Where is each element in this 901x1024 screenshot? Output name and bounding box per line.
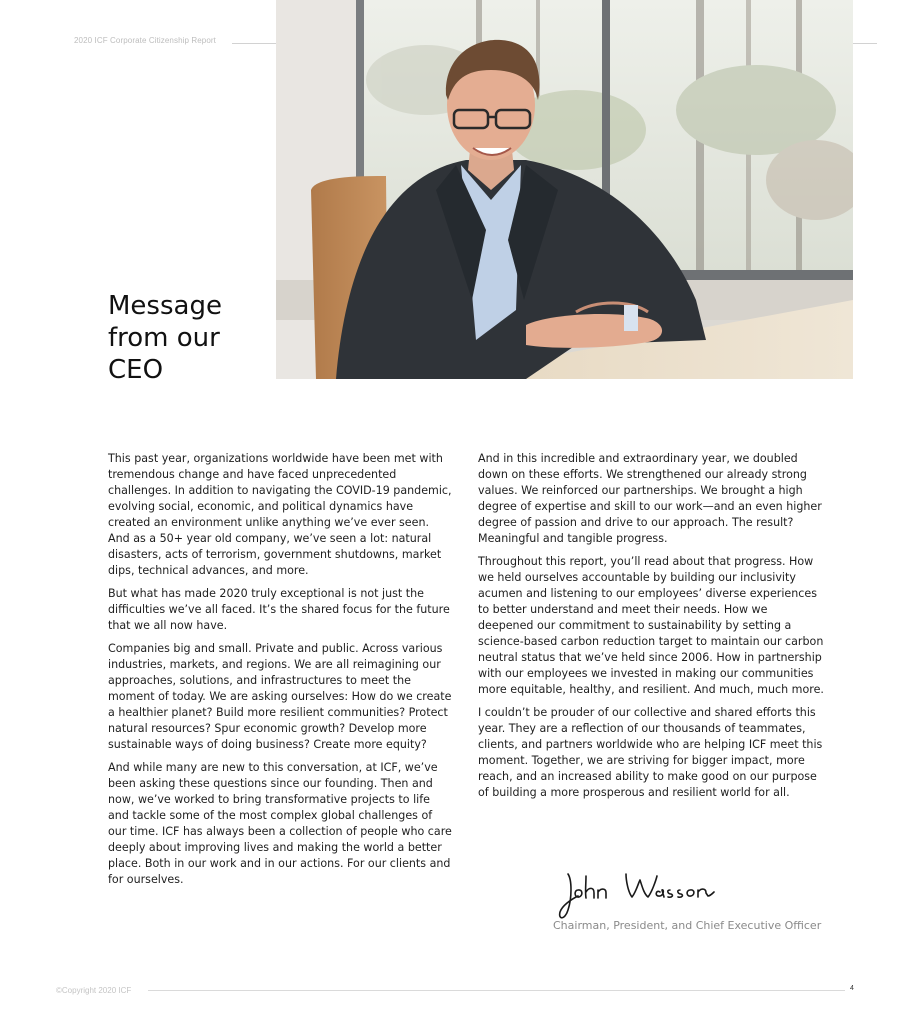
report-header-title: 2020 ICF Corporate Citizenship Report [74,36,216,45]
page-title-line-1: Message [108,291,222,321]
footer-rule [148,990,845,991]
paragraph: I couldn’t be prouder of our collective and shared efforts this year. They are a reflection of our thousands of teammates, clients, and partners worldwide who are helping ICF meet this moment. Together, we are striving for bigger impact, more reach, and an increased ability to make good on our purpose of building a more prosperous and resilient world for all. [478,706,823,799]
paragraph: Companies big and small. Private and public. Across various industries, markets, and regions. We are all reimagining our approaches, solutions, and infrastructures to meet the moment of today. We are asking ourselves: How do we create a healthier planet? Build more resilient communities? Protect natural resources? Spur economic growth? Develop more sustainable ways of doing business? Create more equity? [108,642,452,751]
paragraph: This past year, organizations worldwide have been met with tremendous change and have faced unprecedented challenges. In addition to navigating the COVID-19 pandemic, evolving social, economic, and political dynamics have created an environment unlike anything we’ve ever seen. And as a 50+ year old company, we’ve seen a lot: natural disasters, acts of terrorism, government shutdowns, market dips, technical advances, and more. [108,452,452,577]
page-title [108,290,222,386]
header-rule-left [232,43,276,44]
footer-copyright: ©Copyright 2020 ICF [56,986,132,995]
body-right-column [478,451,824,808]
ceo-signature [556,866,716,926]
signature-caption: Chairman, President, and Chief Executive Officer [553,919,822,932]
header-rule-right [853,43,877,44]
page-title-line-3: CEO [108,355,164,385]
page-title-line-2: from our [108,323,220,353]
paragraph: Throughout this report, you’ll read about that progress. How we held ourselves accountable by building our inclusivity acumen and listening to our employees’ diverse experiences to better understand and meet their needs. How we deepened our commitment to sustainability by setting a science-based carbon reduction target to maintain our carbon neutral status that we’ve held since 2006. How in partnership with our employees we invested in making our communities more equitable, healthy, and resilient. And much, much more. [478,555,824,696]
paragraph: And while many are new to this conversation, at ICF, we’ve been asking these questions since our founding. Then and now, we’ve worked to bring transformative projects to life and tackle some of the most complex global challenges of our time. ICF has always been a collection of people who care deeply about improving lives and making the world a better place. Both in our work and in our actions. For our clients and for ourselves. [108,761,452,886]
body-left-column [108,451,454,895]
page-number: 4 [850,985,854,992]
paragraph: But what has made 2020 truly exceptional is not just the difficulties we’ve all faced. It’s the shared focus for the future that we all now have. [108,587,450,632]
paragraph: And in this incredible and extraordinary year, we doubled down on these efforts. We strengthened our already strong values. We reinforced our partnerships. We brought a high degree of expertise and skill to our work—and an even higher degree of passion and drive to our approach. The result? Meaningful and tangible progress. [478,452,822,545]
ceo-photo [276,0,853,379]
